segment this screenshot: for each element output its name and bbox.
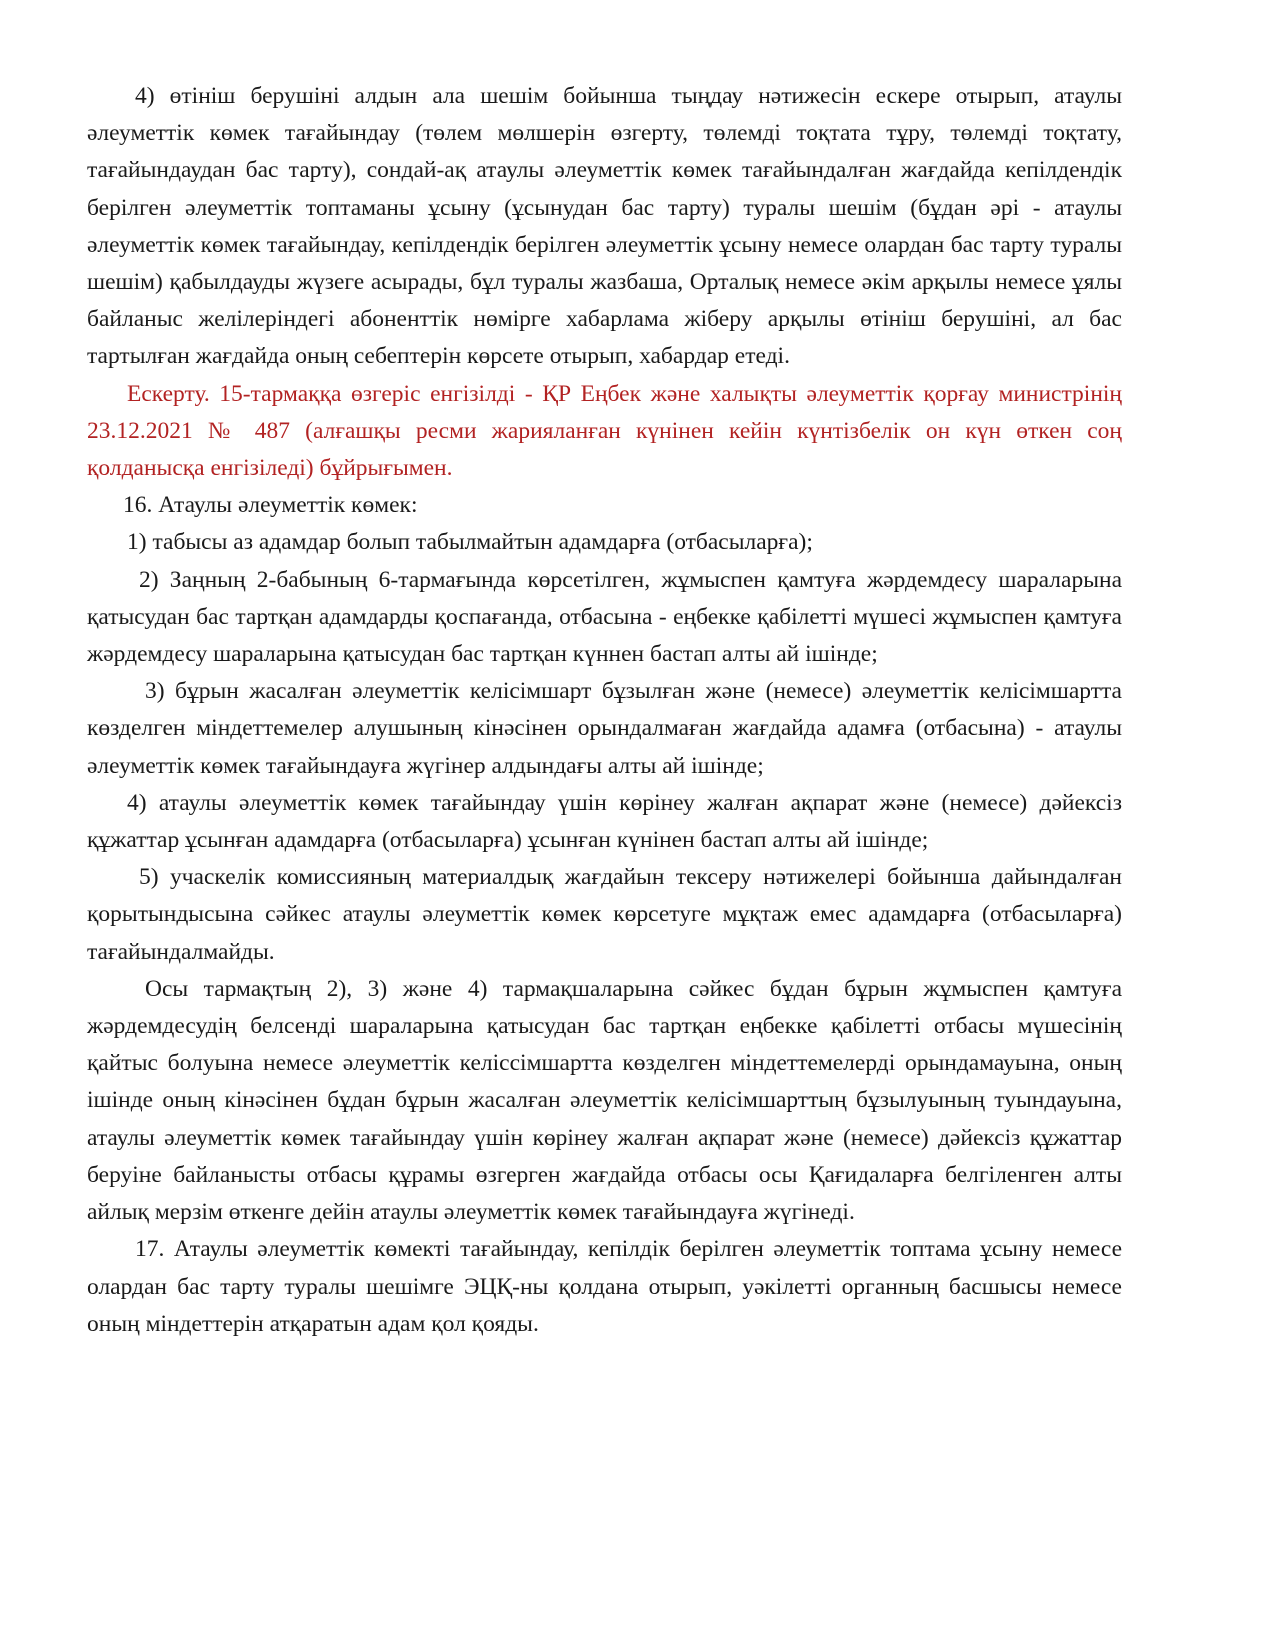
- amendment-note: Ескерту. 15-тармаққа өзгеріс енгізілді - ҚР Еңбек және халықты әлеуметтік қорғау министрінің 23.12.2021 № 487 (алғашқы ресми жарияланған күнінен кейін күнтізбелік он күн өткен соң қолданысқа енгізіледі) бұйрығымен.: [87, 380, 1122, 482]
- paragraph-16-item-3: 3) бұрын жасалған әлеуметтік келісімшарт бұзылған және (немесе) әлеуметтік келісімшартта көзделген міндеттемелер алушының кінәсінен орындалмаған жағдайда адамға (отбасына) - атаулы әлеуметтік көмек тағайындауға жүгінер алдындағы алты ай ішінде;: [87, 678, 1122, 779]
- paragraph-16-item-4: 4) атаулы әлеуметтік көмек тағайындау үшін көрінеу жалған ақпарат және (немесе) дәйексіз құжаттар ұсынған адамдарға (отбасыларға) ұсынған күнінен бастап алты ай ішінде;: [87, 789, 1122, 854]
- paragraph-16-note: Осы тармақтың 2), 3) және 4) тармақшаларына сәйкес бұдан бұрын жұмыспен қамтуға жәрдемдесудің белсенді шараларына қатысудан бас тартқан еңбекке қабілетті отбасы мүшесінің қайтыс болуына немесе әлеуметтік келіссімшартта көзделген міндеттемелерді орындамауына, оның ішінде оның кінәсінен бұдан бұрын жасалған әлеуметтік келісімшарттың бұзылуының туындауына, атаулы әлеуметтік көмек тағайындау үшін көрінеу жалған ақпарат және (немесе) дәйексіз құжаттар беруіне байланысты отбасы құрамы өзгерген жағдайда отбасы осы Қағидаларға белгіленген алты айлық мерзім өткенге дейін атаулы әлеуметтік көмек тағайындауға жүгінеді.: [87, 975, 1122, 1226]
- paragraph-16-item-2: 2) Заңның 2-бабының 6-тармағында көрсетілген, жұмыспен қамтуға жәрдемдесу шараларына қатысудан бас тартқан адамдарды қоспағанда, отбасына - еңбекке қабілетті мүшесі жұмыспен қамтуға жәрдемдесу шараларына қатысудан бас тартқан күннен бастап алты ай ішінде;: [87, 566, 1122, 668]
- paragraph-17: 17. Атаулы әлеуметтік көмекті тағайындау, кепілдік берілген әлеуметтік топтама ұсыну немесе олардан бас тарту туралы шешімге ЭЦҚ-ны қолдана отырып, уәкілетті органның басшысы немесе оның міндеттерін атқаратын адам қол қояды.: [87, 1236, 1122, 1337]
- paragraph-16-item-5: 5) учаскелік комиссияның материалдық жағдайын тексеру нәтижелері бойынша дайындалған қорытындысына сәйкес атаулы әлеуметтік көмек көрсетуге мұқтаж емес адамдарға (отбасыларға) тағайындалмайды.: [87, 864, 1122, 965]
- paragraph-item-4: 4) өтініш берушіні алдын ала шешім бойынша тыңдау нәтижесін ескере отырып, атаулы әлеуметтік көмек тағайындау (төлем мөлшерін өзгерту, төлемді тоқтата тұру, төлемді тоқтату, тағайындаудан бас тарту), сондай-ақ атаулы әлеуметтік көмек тағайындалған жағдайда кепілдендік берілген әлеуметтік топтаманы ұсыну (ұсынудан бас тарту) туралы шешім (бұдан әрі - атаулы әлеуметтік көмек тағайындау, кепілдендік берілген әлеуметтік ұсыну немесе олардан бас тарту туралы шешім) қабылдауды жүзеге асырады, бұл туралы жазбаша, Орталық немесе әкім арқылы немесе ұялы байланыс желілеріндегі абоненттік нөмірге хабарлама жіберу арқылы өтініш берушіні, ал бас тартылған жағдайда оның себептерін көрсете отырып, хабардар етеді.: [87, 83, 1122, 370]
- document-page: [87, 78, 1122, 1343]
- paragraph-16-item-1: 1) табысы аз адамдар болып табылмайтын адамдарға (отбасыларға);: [127, 529, 813, 556]
- paragraph-16-heading: 16. Атаулы әлеуметтік көмек:: [123, 492, 418, 519]
